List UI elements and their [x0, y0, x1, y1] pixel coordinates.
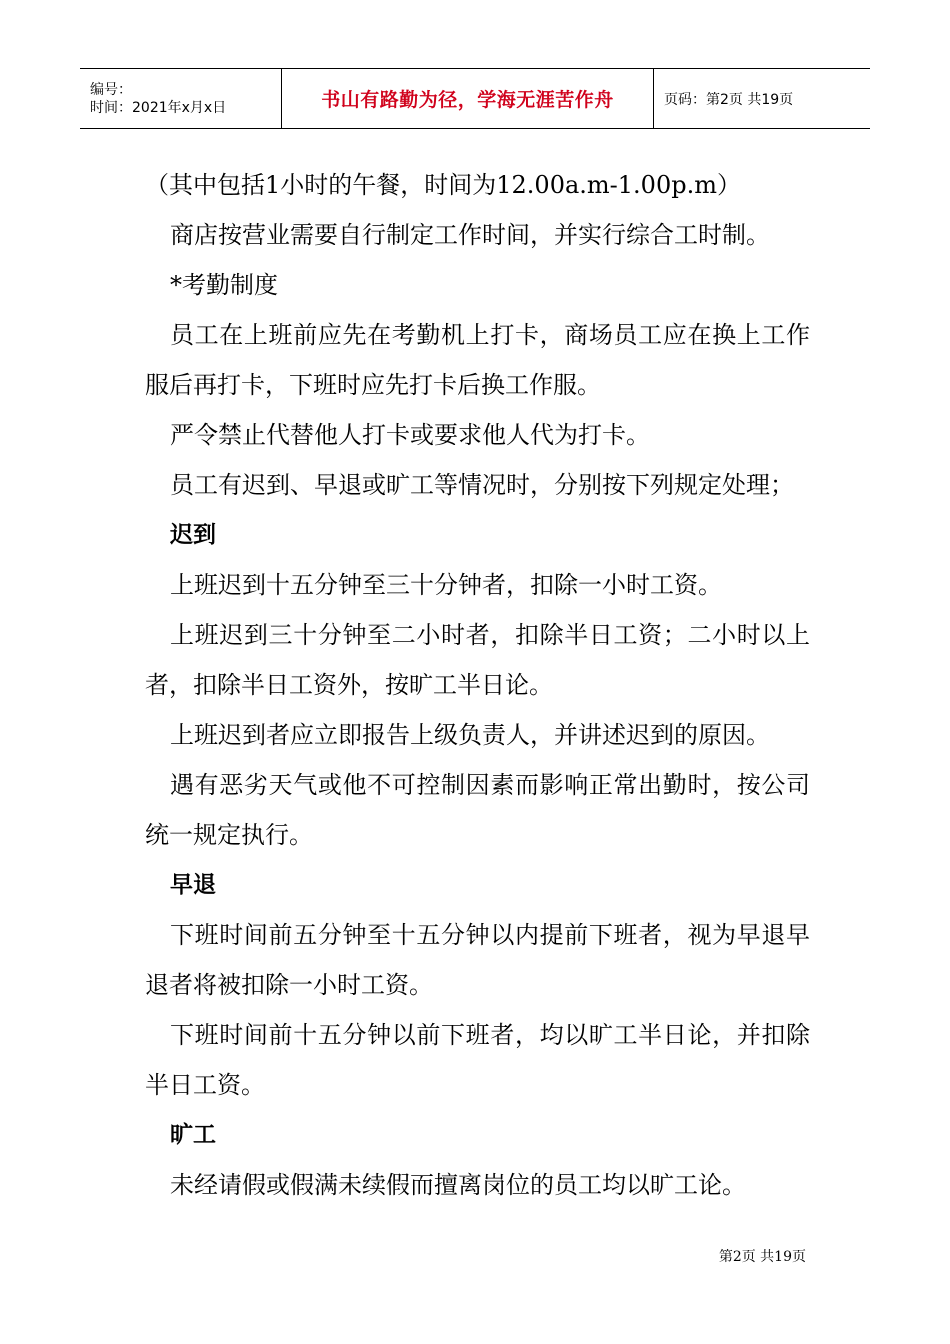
paragraph-late-rule-1: 上班迟到十五分钟至三十分钟者，扣除一小时工资。 [170, 571, 722, 599]
header-motto: 书山有路勤为径，学海无涯苦作舟 [321, 89, 614, 111]
document-date: 时间：2021年x月x日 [90, 99, 227, 116]
header-page-number: 页码：第2页 共19页 [664, 91, 794, 108]
section-title-attendance: *考勤制度 [170, 271, 278, 299]
header-meta [80, 69, 282, 128]
heading-absence: 旷工 [170, 1122, 216, 1148]
paragraph-late-rule-2: 上班迟到三十分钟至二小时者，扣除半日工资；二小时以上者，扣除半日工资外，按旷工半日论。 [145, 621, 810, 699]
page-header [80, 68, 870, 129]
paragraph-lunch-note: （其中包括1小时的午餐，时间为12.00a.m-1.00p.m） [145, 171, 741, 199]
paragraph-clock-in: 员工在上班前应先在考勤机上打卡，商场员工应在换上工作服后再打卡，下班时应先打卡后换工作服。 [145, 321, 810, 399]
paragraph-late-rule-4: 遇有恶劣天气或他不可控制因素而影响正常出勤时，按公司统一规定执行。 [145, 771, 810, 849]
heading-late: 迟到 [170, 522, 216, 548]
document-number-label: 编号： [90, 81, 132, 98]
document-body [145, 160, 810, 1210]
heading-early-leave: 早退 [170, 872, 216, 898]
paragraph-no-proxy: 严令禁止代替他人打卡或要求他人代为打卡。 [170, 421, 650, 449]
paragraph-early-rule-2: 下班时间前十五分钟以前下班者，均以旷工半日论，并扣除半日工资。 [145, 1021, 810, 1099]
paragraph-rules-intro: 员工有迟到、早退或旷工等情况时，分别按下列规定处理； [170, 471, 794, 499]
paragraph-work-hours: 商店按营业需要自行制定工作时间，并实行综合工时制。 [170, 221, 770, 249]
page-footer: 第2页 共19页 [718, 1249, 806, 1265]
header-page-cell [654, 69, 870, 128]
paragraph-absence-rule: 未经请假或假满未续假而擅离岗位的员工均以旷工论。 [170, 1171, 746, 1199]
paragraph-early-rule-1: 下班时间前五分钟至十五分钟以内提前下班者，视为早退早退者将被扣除一小时工资。 [145, 921, 810, 999]
paragraph-late-rule-3: 上班迟到者应立即报告上级负责人，并讲述迟到的原因。 [170, 721, 770, 749]
header-motto-cell [282, 69, 654, 128]
